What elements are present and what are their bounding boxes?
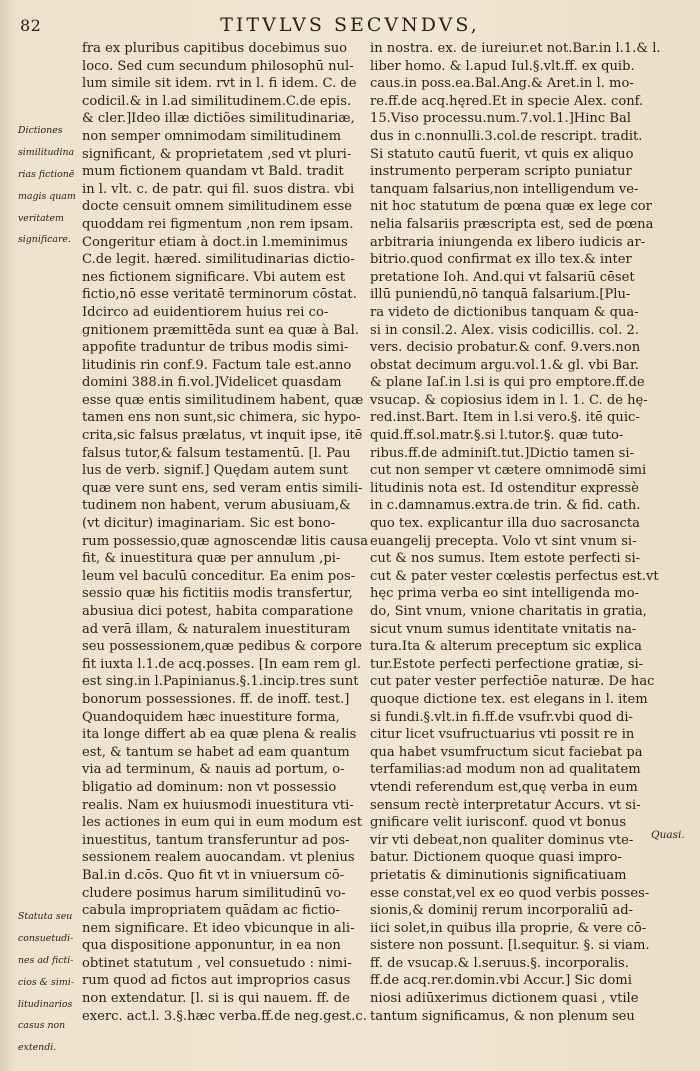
text-line: esse constat,vel ex eo quod verbis posses- [370, 885, 650, 901]
text-line: esse quæ entis similitudinem habent, quæ [82, 392, 364, 408]
text-line: litudinis rin conf.9. Factum tale est.anno [82, 357, 352, 373]
text-line: prietatis & diminutionis significatiuam [370, 867, 627, 883]
text-line: tudinem non habent, verum abusiuam,& [82, 498, 351, 514]
text-line: do, Sint vnum, vnione charitatis in gratia, [370, 604, 647, 619]
text-line: est sing.in l.Papinianus.§.1.incip.tres sunt [82, 674, 359, 690]
text-line: nes ad ficti- [18, 954, 74, 966]
text-line: fit iuxta l.1.de acq.posses. [In eam rem gl. [82, 656, 362, 672]
text-line: caus.in poss.ea.Bal.Ang.& Aret.in l. mo- [370, 76, 634, 92]
text-line: vsucap. & copiosius idem in l. 1. C. de hę- [370, 392, 648, 408]
text-line: similitudina [18, 147, 75, 159]
text-line: & cler.]Ideo illæ dictiões similitudinariæ, [82, 111, 355, 127]
text-line: si fundi.§.vlt.in fi.ff.de vsufr.vbi quod di- [370, 709, 633, 725]
text-line: nelia falsariis præscripta est, sed de pœna [370, 216, 654, 232]
text-line: vers. decisio probatur.& conf. 9.vers.non [370, 340, 641, 356]
text-line: tur.Estote perfecti perfectione gratiæ, si- [370, 656, 644, 672]
text-line: mum fictionem quandam vt Bald. tradit [82, 164, 344, 180]
text-line: vtendi referendum est,quę verba in eum [370, 779, 638, 795]
text-line: loco. Sed cum secundum philosophū nul- [82, 58, 354, 74]
text-line: tura.Ita & alterum preceptum sic explica [370, 639, 642, 655]
text-line: vir vti debeat,non qualiter dominus vte- [370, 832, 634, 848]
text-line: significare. [18, 234, 71, 246]
text-line: (vt dicitur) imaginariam. Sic est bono- [82, 516, 336, 532]
text-line: Si statuto cautū fuerit, vt quis ex aliquo [370, 146, 634, 162]
text-line: tanquam falsarius,non intelligendum ve- [370, 181, 639, 197]
text-line: fra ex pluribus capitibus docebimus suo [82, 41, 348, 56]
text-line: quo tex. explicantur illa duo sacrosancta [370, 516, 640, 532]
text-line: cludere posimus harum similitudinū vo- [82, 885, 346, 901]
text-line: C.de legit. hæred. similitudinarias dictio- [82, 252, 355, 268]
page-header [20, 14, 680, 40]
text-line: significant, & proprietatem ,sed vt pluri- [82, 146, 352, 162]
text-line: abusiua dici potest, habita comparatione [82, 604, 354, 619]
text-line: non extendatur. [l. si is qui nauem. ff. de [82, 991, 350, 1007]
text-line: veritatem [18, 212, 64, 224]
text-line: Quandoquidem hæc inuestiture forma, [82, 709, 340, 725]
text-line: ad verā illam, & naturalem inuestituram [82, 621, 351, 637]
text-line: cabula impropriatem quādam ac fictio- [82, 903, 340, 919]
text-line: Dictiones [18, 125, 63, 137]
text-line: rum quod ad fictos aut improprios casus [82, 973, 351, 989]
text-line: non semper omnimodam similitudinem [82, 128, 342, 144]
page-number: 82 [20, 16, 42, 35]
text-line: sicut vnum sumus identitate vnitatis na- [370, 621, 637, 637]
text-line: tantum significamus, & non plenum seu [370, 1008, 635, 1024]
text-line: ra videto de dictionibus tanquam & qua- [370, 304, 639, 320]
text-line: docte censuit omnem similitudinem esse [82, 199, 352, 215]
text-line: nem significare. Et ideo vbicunque in ali- [82, 920, 355, 936]
margin-note-statuta [18, 902, 80, 1064]
text-line: obstat decimum argu.vol.1.& gl. vbi Bar. [370, 357, 639, 373]
text-line: consuetudi- [18, 933, 74, 945]
text-line: Idcirco ad euidentiorem huius rei co- [82, 304, 329, 320]
text-line: domini 388.in fi.vol.]Videlicet quasdam [82, 375, 342, 391]
text-line: appofite traduntur de tribus modis simi- [82, 340, 349, 356]
text-line: est, & tantum se habet ad eam quantum [82, 744, 350, 760]
text-line: cut & pater vester cœlestis perfectus est.vt [370, 568, 659, 584]
text-line: falsus tutor,& falsum testamentū. [l. Pau [82, 445, 351, 461]
text-line: extendi. [18, 1042, 57, 1054]
text-line: nit hoc statutum de pœna quæ ex lege cor [370, 199, 652, 215]
text-line: les actiones in eum qui in eum modum est [82, 815, 363, 831]
text-line: magis quam [18, 190, 76, 202]
text-line: tamen ens non sunt,sic chimera, sic hypo- [82, 410, 361, 426]
left-text-column [82, 40, 367, 1025]
text-line: rum possessio,quæ agnoscendæ litis causa [82, 533, 369, 549]
margin-note-dictiones [18, 116, 80, 256]
text-line: sionis,& dominij rerum incorporaliū ad- [370, 903, 634, 919]
text-line: euangelij precepta. Volo vt sint vnum si- [370, 533, 637, 549]
text-line: crita,sic falsus prælatus, vt inquit ipse, itē [82, 428, 363, 444]
text-line: ita longe differt ab ea quæ plena & realis [82, 727, 357, 743]
text-line: pretatione Ioh. And.qui vt falsariū cēset [370, 269, 635, 285]
running-title: TITVLVS SECVNDVS, [220, 14, 480, 36]
text-line: nes fictionem significare. Vbi autem est [82, 269, 346, 285]
text-line: Bal.in d.cōs. Quo fit vt in vniuersum cō- [82, 867, 345, 883]
text-line: cut non semper vt cætere omnimodē simi [370, 463, 647, 479]
text-line: litudinis nota est. Id ostenditur expressè [370, 480, 639, 496]
text-line: leum vel baculū conceditur. Ea enim pos- [82, 568, 356, 584]
text-line: batur. Dictionem quoque quasi impro- [370, 850, 622, 866]
text-line: gnificare velit iurisconf. quod vt bonus [370, 815, 627, 831]
text-line: red.inst.Bart. Item in l.si vero.§. itē quic- [370, 410, 640, 426]
text-line: quid.ff.sol.matr.§.si l.tutor.§. quæ tuto- [370, 428, 624, 444]
text-line: bitrio.quod confirmat ex illo tex.& inter [370, 252, 632, 268]
text-line: Statuta seu [18, 911, 73, 923]
text-line: sistere non possunt. [l.sequitur. §. si viam. [370, 938, 650, 954]
text-line: in nostra. ex. de iureiur.et not.Bar.in l.1.& l. [370, 41, 661, 56]
text-line: sensum rectè interpretatur Accurs. vt si- [370, 797, 641, 813]
text-line: illū puniendū,nō tanquā falsarium.[Plu- [370, 287, 631, 303]
text-line: ribus.ff.de adminiſt.tut.]Dictio tamen si- [370, 445, 635, 461]
text-line: sessionem realem auocandam. vt plenius [82, 850, 355, 866]
text-line: lum simile sit idem. rvt in l. fi idem. C. de [82, 76, 357, 92]
text-line: quoddam rei figmentum ,non rem ipsam. [82, 216, 354, 232]
text-line: seu possessionem,quæ pedibus & corpore [82, 639, 363, 655]
text-line: in l. vlt. c. de patr. qui fil. suos distra. vbi [82, 181, 355, 197]
text-line: sessio quæ his fictitiis modis transfertur, [82, 586, 353, 602]
text-line: gnitionem præmittēda sunt ea quæ à Bal. [82, 322, 360, 338]
text-line: cut pater vester perfectiōe naturæ. De hac [370, 674, 655, 690]
text-line: instrumento perperam scripto puniatur [370, 164, 632, 180]
text-line: bligatio ad dominum: non vt possessio [82, 779, 337, 795]
text-line: si in consil.2. Alex. visis codicillis. col. 2. [370, 322, 640, 338]
text-line: & plane Iaſ.in l.si is qui pro emptore.ff.de [370, 375, 645, 391]
text-line: citur licet vsufructuarius vti possit re in [370, 727, 635, 743]
text-line: fictio,nō esse veritatē terminorum cōstat. [82, 287, 357, 303]
text-line: codicil.& in l.ad similitudinem.C.de epis. [82, 93, 352, 109]
text-line: via ad terminum, & nauis ad portum, o- [82, 762, 345, 778]
text-line: ff.de acq.rer.domin.vbi Accur.] Sic domi [370, 973, 632, 989]
text-line: re.ff.de acq.hęred.Et in specie Alex. conf. [370, 93, 644, 109]
text-line: qua dispositione apponuntur, in ea non [82, 938, 341, 954]
text-line: inuestitus, tantum transferuntur ad pos- [82, 832, 350, 848]
text-line: 15.Viso processu.num.7.vol.1.]Hinc Bal [370, 111, 631, 127]
text-line: casus non [18, 1020, 66, 1032]
text-line: obtinet statutum , vel consuetudo : nimi- [82, 955, 352, 971]
text-line: qua habet vsumfructum sicut faciebat pa [370, 744, 643, 760]
text-line: fit, & inuestitura quæ per annulum ,pi- [82, 551, 341, 567]
text-line: in c.damnamus.extra.de trin. & fid. cath. [370, 498, 641, 514]
text-line: bonorum possessiones. ff. de inoff. test.] [82, 691, 350, 707]
right-text-column [370, 40, 670, 1025]
text-line: Congeritur etiam à doct.in l.meminimus [82, 234, 348, 250]
text-line: quæ vere sunt ens, sed veram entis simili- [82, 480, 363, 496]
text-line: niosi adiūxerimus dictionem quasi , vtile [370, 991, 639, 1007]
text-line: realis. Nam ex huiusmodi inuestitura vti- [82, 797, 354, 813]
text-line: cios & simi- [18, 976, 74, 988]
text-line: liber homo. & l.apud Iul.§.vlt.ff. ex quib. [370, 58, 635, 74]
text-line: hęc prima verba eo sint intelligenda mo- [370, 586, 640, 602]
text-line: dus in c.nonnulli.3.col.de rescript. tradit. [370, 128, 643, 144]
text-line: cut & nos sumus. Item estote perfecti si- [370, 551, 641, 567]
text-line: ff. de vsucap.& l.seruus.§. incorporalis. [370, 955, 629, 971]
text-line: quoque dictione tex. est elegans in l. item [370, 691, 648, 707]
text-line: Quasi. [651, 828, 685, 841]
text-line: rias fictionē [18, 168, 75, 180]
text-line: iici solet,in quibus illa proprie, & vere cō- [370, 920, 647, 936]
text-line: terfamilias:ad modum non ad qualitatem [370, 762, 641, 778]
text-line: lus de verb. signif.] Quędam autem sunt [82, 463, 348, 479]
text-line: litudinarios [18, 998, 73, 1010]
text-line: exerc. act.l. 3.§.hæc verba.ff.de neg.gest.c. [82, 1008, 367, 1024]
text-line: arbitraria iniungenda ex libero iudicis ar- [370, 234, 646, 250]
